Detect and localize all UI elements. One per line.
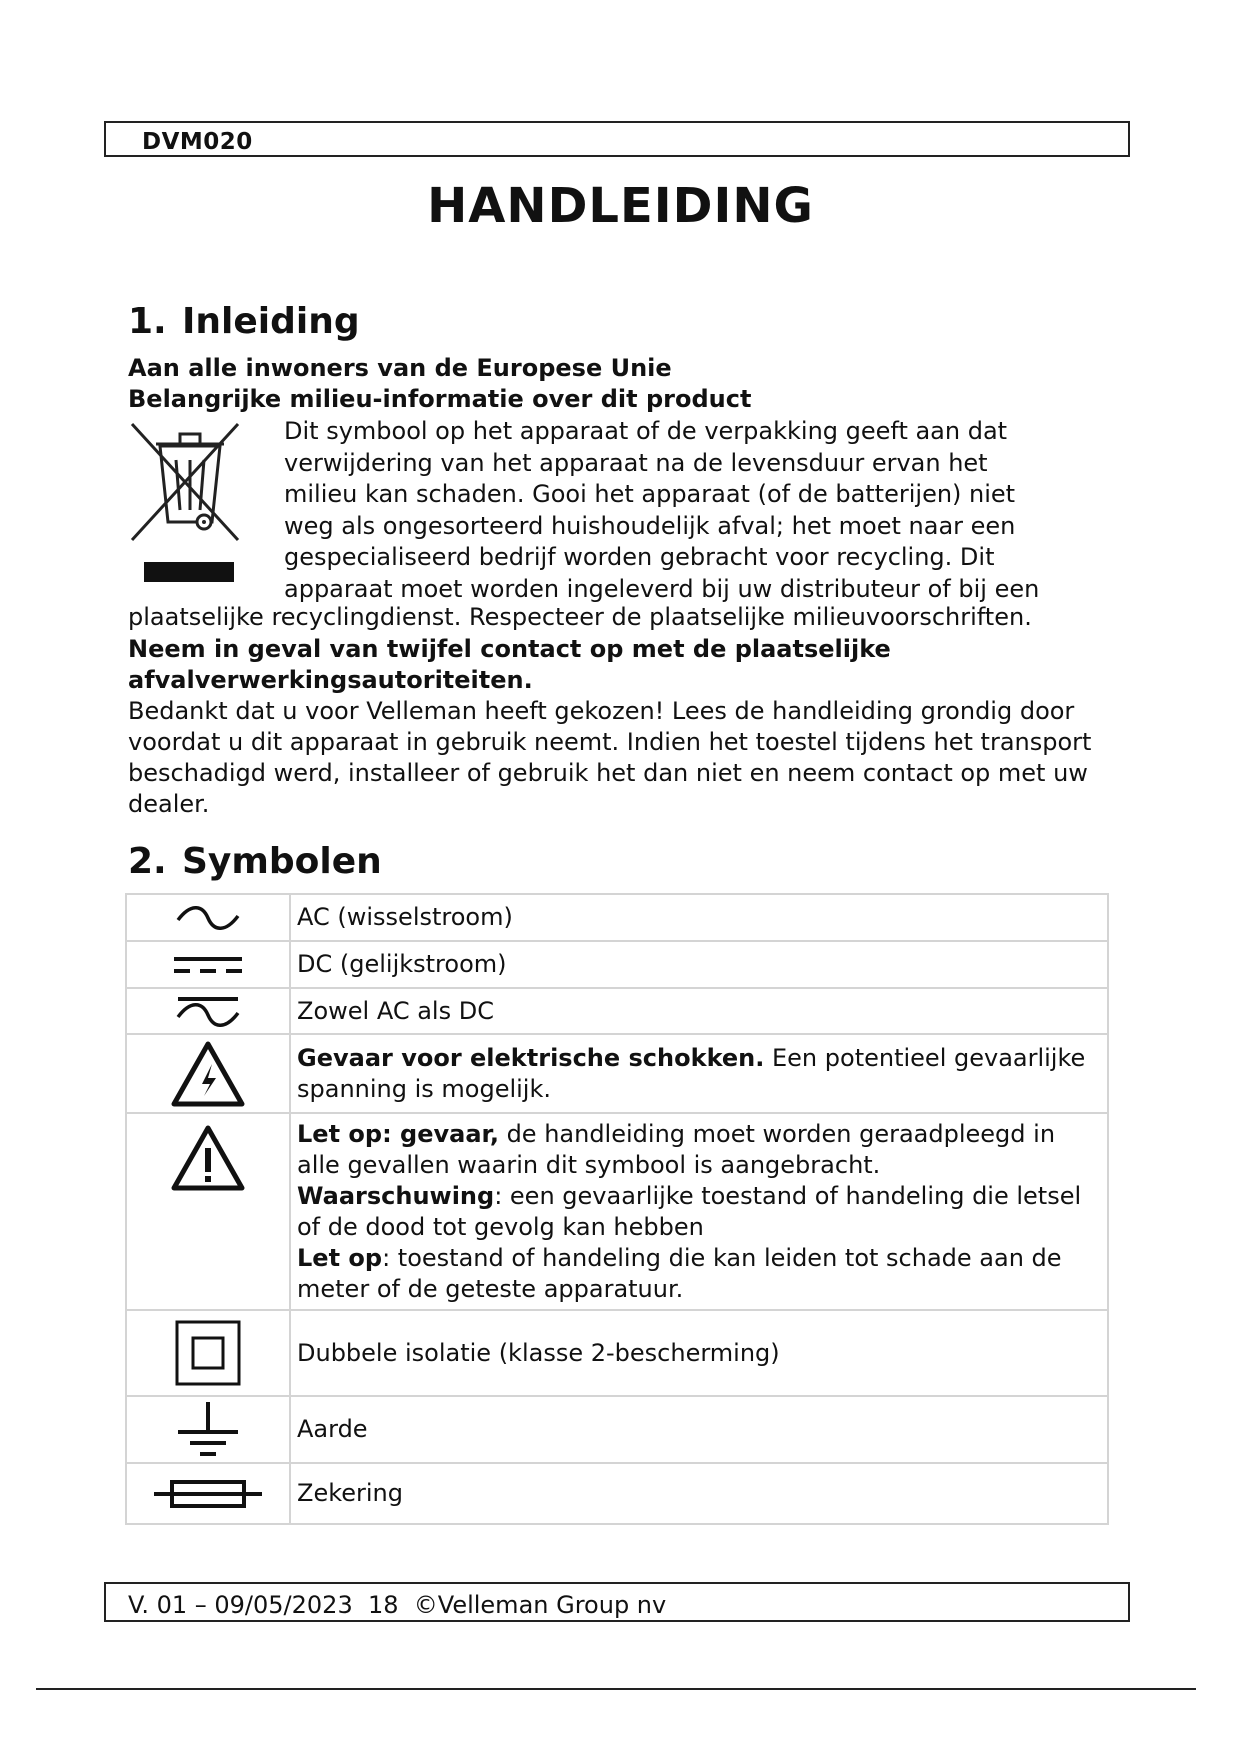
earth-ground-icon <box>126 1396 290 1463</box>
symbol-bold-text: Let op: gevaar, <box>297 1119 499 1148</box>
table-row <box>126 1396 1108 1463</box>
weee-paragraph <box>284 416 1114 605</box>
weee-line: verwijdering van het apparaat na de levensduur ervan het <box>284 448 988 477</box>
page-title: HANDLEIDING <box>427 178 814 234</box>
symbol-bold-text: Waarschuwing <box>297 1181 495 1210</box>
weee-crossed-bin-icon <box>130 422 250 587</box>
section-1-number: 1. <box>128 301 167 342</box>
warning-line <box>297 1181 1099 1243</box>
high-voltage-warning-icon <box>126 1034 290 1113</box>
symbol-description: Dubbele isolatie (klasse 2-bescherming) <box>290 1310 1108 1396</box>
weee-line: Dit symbool op het apparaat of de verpakking geeft aan dat <box>284 417 1008 445</box>
header-box <box>104 121 1130 157</box>
weee-tail-line: plaatselijke recyclingdienst. Respecteer de plaatselijke milieuvoorschriften. <box>128 603 1032 631</box>
symbol-description: DC (gelijkstroom) <box>290 941 1108 988</box>
symbol-description: Zowel AC als DC <box>290 988 1108 1034</box>
footer-box <box>104 1582 1130 1622</box>
table-row <box>126 1463 1108 1524</box>
table-row <box>126 1034 1108 1113</box>
eu-residents-heading: Aan alle inwoners van de Europese Unie <box>128 354 672 382</box>
ac-dc-icon <box>126 988 290 1034</box>
caution-warning-icon <box>126 1113 290 1310</box>
section-1-heading <box>128 301 360 342</box>
dc-icon <box>126 941 290 988</box>
symbol-description: Zekering <box>290 1463 1108 1524</box>
symbol-bold-text: Let op <box>297 1243 383 1272</box>
disposal-notice: Neem in geval van twijfel contact op met de plaatselijke afvalverwerkingsautoriteiten. <box>128 635 891 694</box>
symbol-description: AC (wisselstroom) <box>290 894 1108 941</box>
section-1-title: Inleiding <box>182 301 360 342</box>
weee-line: apparaat moet worden ingeleverd bij uw distributeur of bij een <box>284 574 1040 603</box>
weee-line: milieu kan schaden. Gooi het apparaat (of de batterijen) niet <box>284 480 1016 508</box>
weee-line: weg als ongesorteerd huishoudelijk afval; het moet naar een <box>284 511 1016 540</box>
symbol-description <box>290 1113 1108 1310</box>
section-2-number: 2. <box>128 841 167 882</box>
caution-line <box>297 1119 1099 1181</box>
ac-icon <box>126 894 290 941</box>
weee-line: gespecialiseerd bedrijf worden gebracht voor recycling. Dit <box>284 543 995 571</box>
thanks-paragraph: Bedankt dat u voor Velleman heeft gekozen! Lees de handleiding grondig door voordat u dit apparaat in gebruik neemt. Indien het toestel tijdens het transport beschadigd werd, installeer of gebruik het dan niet en neem contact op met uw dealer. <box>128 697 1092 818</box>
table-row <box>126 1310 1108 1396</box>
table-row <box>126 988 1108 1034</box>
symbol-text: Een potentieel gevaarlijke spanning is mogelijk. <box>297 1043 1086 1103</box>
symbol-text: : toestand of handeling die kan leiden tot schade aan de meter of de geteste apparatuur. <box>297 1243 1062 1303</box>
double-insulation-icon <box>126 1310 290 1396</box>
table-row <box>126 1113 1108 1310</box>
table-row <box>126 894 1108 941</box>
symbol-description <box>290 1034 1108 1113</box>
fuse-icon <box>126 1463 290 1524</box>
environment-info-heading: Belangrijke milieu-informatie over dit product <box>128 385 752 413</box>
symbol-bold-text: Gevaar voor elektrische schokken. <box>297 1043 765 1072</box>
symbol-description: Aarde <box>290 1396 1108 1463</box>
section-2-heading <box>128 841 382 882</box>
note-line <box>297 1243 1099 1305</box>
section-2-title: Symbolen <box>182 841 382 882</box>
symbols-table <box>125 893 1109 1525</box>
table-row <box>126 941 1108 988</box>
symbol-text: : een gevaarlijke toestand of handeling die letsel of de dood tot gevolg kan hebben <box>297 1181 1082 1241</box>
bottom-rule <box>36 1688 1196 1690</box>
symbol-text: de handleiding moet worden geraadpleegd in alle gevallen waarin dit symbool is aangebracht. <box>297 1119 1056 1179</box>
footer-version-text: V. 01 – 09/05/2023 18 ©Velleman Group nv <box>128 1591 667 1619</box>
model-code: DVM020 <box>142 129 253 155</box>
